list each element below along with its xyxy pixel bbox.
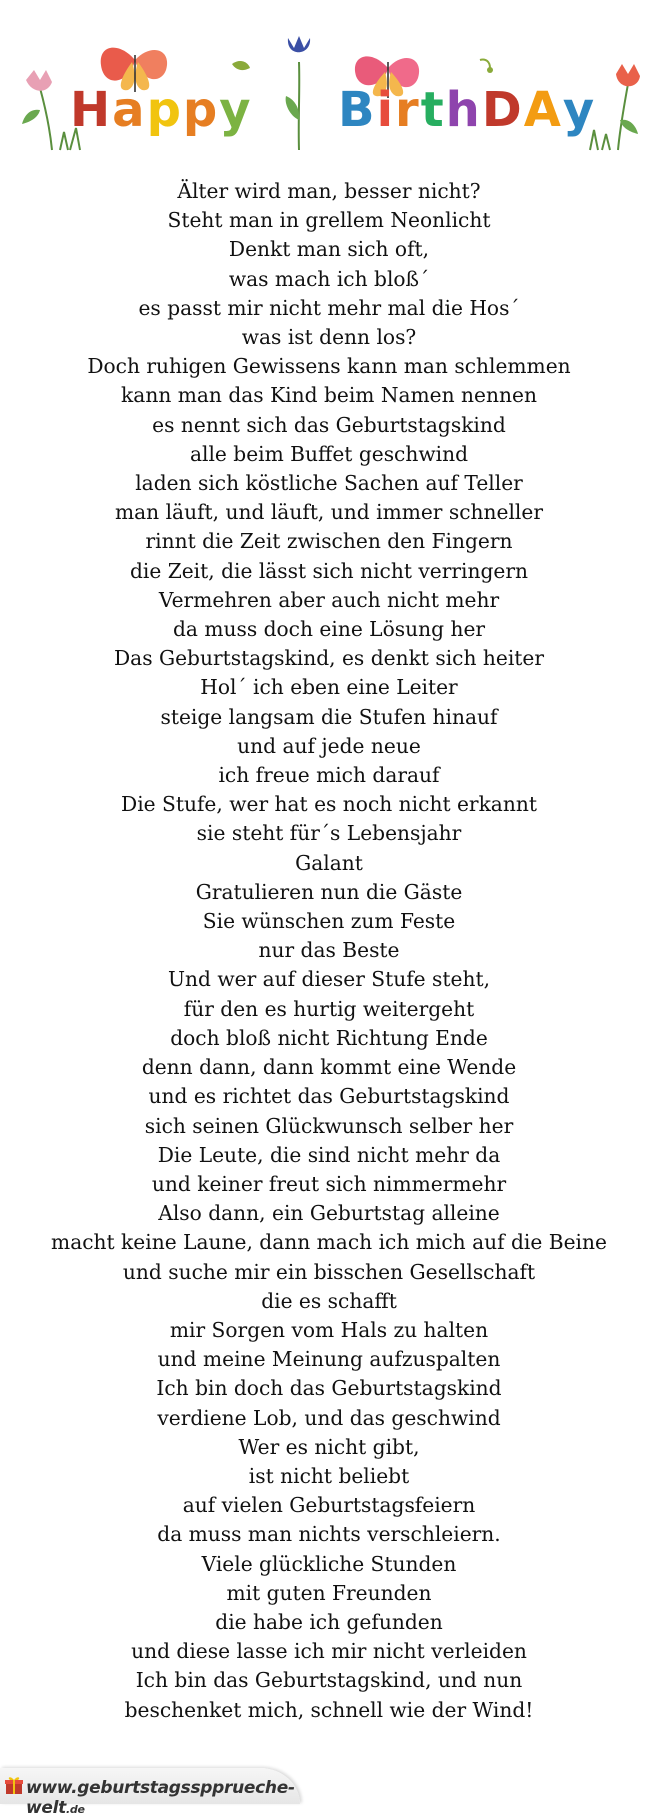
poem-line: da muss doch eine Lösung her [172, 617, 486, 642]
poem-line: und suche mir ein bisschen Gesellschaft [122, 1259, 536, 1284]
poem-line: rinnt die Zeit zwischen den Fingern [145, 529, 513, 554]
poem-line: Also dann, ein Geburtstag alleine [158, 1201, 500, 1226]
title-letter: r [395, 82, 421, 138]
poem-line: es nennt sich das Geburtstagskind [152, 412, 506, 437]
poem-line: Die Leute, die sind nicht mehr da [157, 1142, 501, 1167]
poem-line: sie steht für´s Lebensjahr [196, 821, 462, 846]
site-footer [0, 1760, 330, 1818]
poem-line: Das Geburtstagskind, es denkt sich heiter [113, 646, 544, 671]
poem-line: Und wer auf dieser Stufe steht, [167, 967, 490, 992]
title-letter: p [182, 82, 220, 138]
birthday-header [0, 0, 658, 165]
poem-line: da muss man nichts verschleiern. [157, 1522, 501, 1547]
title-letter: H [70, 82, 113, 138]
poem-line: Doch ruhigen Gewissens kann man schlemmen [87, 354, 571, 379]
birthday-word [338, 82, 596, 138]
poem-line: die habe ich gefunden [215, 1609, 443, 1634]
poem-line: Ich bin das Geburtstagskind, und nun [135, 1668, 523, 1693]
poem-line: mit guten Freunden [226, 1580, 432, 1605]
title-letter: B [338, 82, 377, 138]
poem-line: und keiner freut sich nimmermehr [151, 1171, 507, 1196]
poem-line: und es richtet das Geburtstagskind [148, 1084, 510, 1109]
poem-line: Die Stufe, wer hat es noch nicht erkannt [121, 792, 537, 817]
poem-line: beschenket mich, schnell wie der Wind! [124, 1697, 534, 1722]
poem-line: nur das Beste [258, 938, 400, 963]
poem-line: für den es hurtig weitergeht [183, 996, 475, 1021]
title-letter: D [481, 82, 524, 138]
poem-line: und meine Meinung aufzuspalten [157, 1347, 501, 1372]
happy-word [70, 82, 253, 138]
poem-line: Vermehren aber auch nicht mehr [158, 587, 500, 612]
poem-line: die Zeit, die lässt sich nicht verringern [129, 558, 529, 583]
poem-line: kann man das Kind beim Namen nennen [121, 383, 537, 408]
birthday-poem [0, 177, 658, 1725]
poem-line: man läuft, und läuft, und immer schneller [115, 500, 543, 525]
site-url-tld: .de [66, 1803, 85, 1816]
poem-line: steige langsam die Stufen hinauf [160, 704, 498, 729]
poem-line: Galant [295, 850, 363, 875]
poem-line: Gratulieren nun die Gäste [195, 879, 463, 904]
title-letter: p [146, 82, 183, 138]
poem-line: ich freue mich darauf [218, 763, 440, 788]
site-url-main: www.geburtstagsspprueche-welt [26, 1778, 295, 1818]
poem-line: Denkt man sich oft, [228, 237, 430, 262]
poem-line: Sie wünschen zum Feste [202, 909, 456, 934]
poem-line: was mach ich bloß´ [228, 266, 430, 291]
poem-line: denn dann, dann kommt eine Wende [141, 1055, 517, 1080]
poem-line: was ist denn los? [241, 325, 417, 350]
poem-line: doch bloß nicht Richtung Ende [170, 1025, 488, 1050]
title-letter: y [562, 82, 597, 138]
title-letter: y [219, 82, 253, 138]
poem-line: und auf jede neue [237, 733, 421, 758]
poem-line: Steht man in grellem Neonlicht [167, 208, 491, 233]
title-letter: i [376, 82, 396, 138]
poem-line: Viele glückliche Stunden [201, 1551, 457, 1576]
poem-line: Älter wird man, besser nicht? [177, 179, 481, 203]
gift-icon [3, 1774, 25, 1796]
poem-line: sich seinen Glückwunsch selber her [144, 1113, 514, 1138]
site-url-link[interactable] [26, 1778, 330, 1818]
title-letter: A [523, 82, 563, 138]
title-letter: h [445, 82, 482, 138]
poem-line: mir Sorgen vom Hals zu halten [169, 1317, 489, 1342]
poem-line: Ich bin doch das Geburtstagskind [156, 1376, 502, 1401]
poem-line: die es schafft [261, 1288, 397, 1313]
poem-line: Hol´ ich eben eine Leiter [200, 675, 458, 700]
poem-line: laden sich köstliche Sachen auf Teller [135, 471, 523, 496]
poem-line: verdiene Lob, und das geschwind [157, 1405, 501, 1430]
poem-line: und diese lasse ich mir nicht verleiden [131, 1639, 527, 1664]
poem-line: alle beim Buffet geschwind [189, 441, 469, 466]
poem-line: es passt mir nicht mehr mal die Hos´ [138, 295, 520, 320]
poem-line: auf vielen Geburtstagsfeiern [182, 1493, 476, 1518]
title-letter: a [112, 82, 147, 138]
poem-line: ist nicht beliebt [248, 1463, 410, 1488]
title-letter: t [420, 82, 446, 138]
poem-line: Wer es nicht gibt, [238, 1434, 420, 1459]
poem-line: macht keine Laune, dann mach ich mich auf die Beine [51, 1230, 607, 1255]
